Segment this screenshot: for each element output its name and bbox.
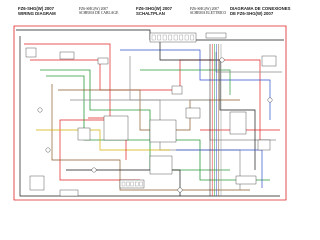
lamp-symbol [268,98,272,102]
relay-unit [186,108,200,118]
diagram-title: SCHEMA DE CABLAGE [79,10,119,15]
model-label: FZ6-SHG(W) 2007 [18,6,55,11]
connector-strip [150,33,196,42]
fuse-block [98,58,108,64]
wire-red [30,60,260,150]
component-layer [26,33,276,196]
battery-unit [30,176,44,190]
lamp-symbol [220,58,224,62]
diagram-title: WIRING DIAGRAM [18,10,56,16]
model-label: FZ6-SHG(W) 2007 [79,7,108,11]
wire-red [24,44,140,180]
connector-strip [120,180,144,188]
lamp-symbol [46,148,50,152]
switch-unit [172,86,182,94]
relay-unit [26,48,36,57]
lamp-unit [262,56,276,66]
ecu-module [104,116,128,140]
diagram-title: SCHEMA ELETTRICO [190,10,227,15]
connector-block [206,33,226,38]
model-label: FZ6-SHG(W) 2007 [190,7,219,11]
diagram-title: DIAGRAMA DE CONEXIONES [230,6,291,11]
ignitor-unit [150,156,172,174]
lamp-symbol [92,168,96,172]
lamp-symbol [178,188,182,192]
model-label: DE FZ6-SHG(W) 2007 [230,10,274,16]
connector-block [60,190,78,196]
switch-unit [60,52,74,59]
horn-unit [258,140,270,150]
connector-strip [236,176,256,184]
lamp-symbol [38,108,42,112]
wire-black [160,40,255,170]
model-label: FZ6-SHG(W) 2007 [136,6,173,11]
meter-unit [230,112,246,134]
diagram-title: SCHALTPLAN [136,10,165,16]
control-module [150,120,176,142]
sensor-unit [78,128,90,140]
